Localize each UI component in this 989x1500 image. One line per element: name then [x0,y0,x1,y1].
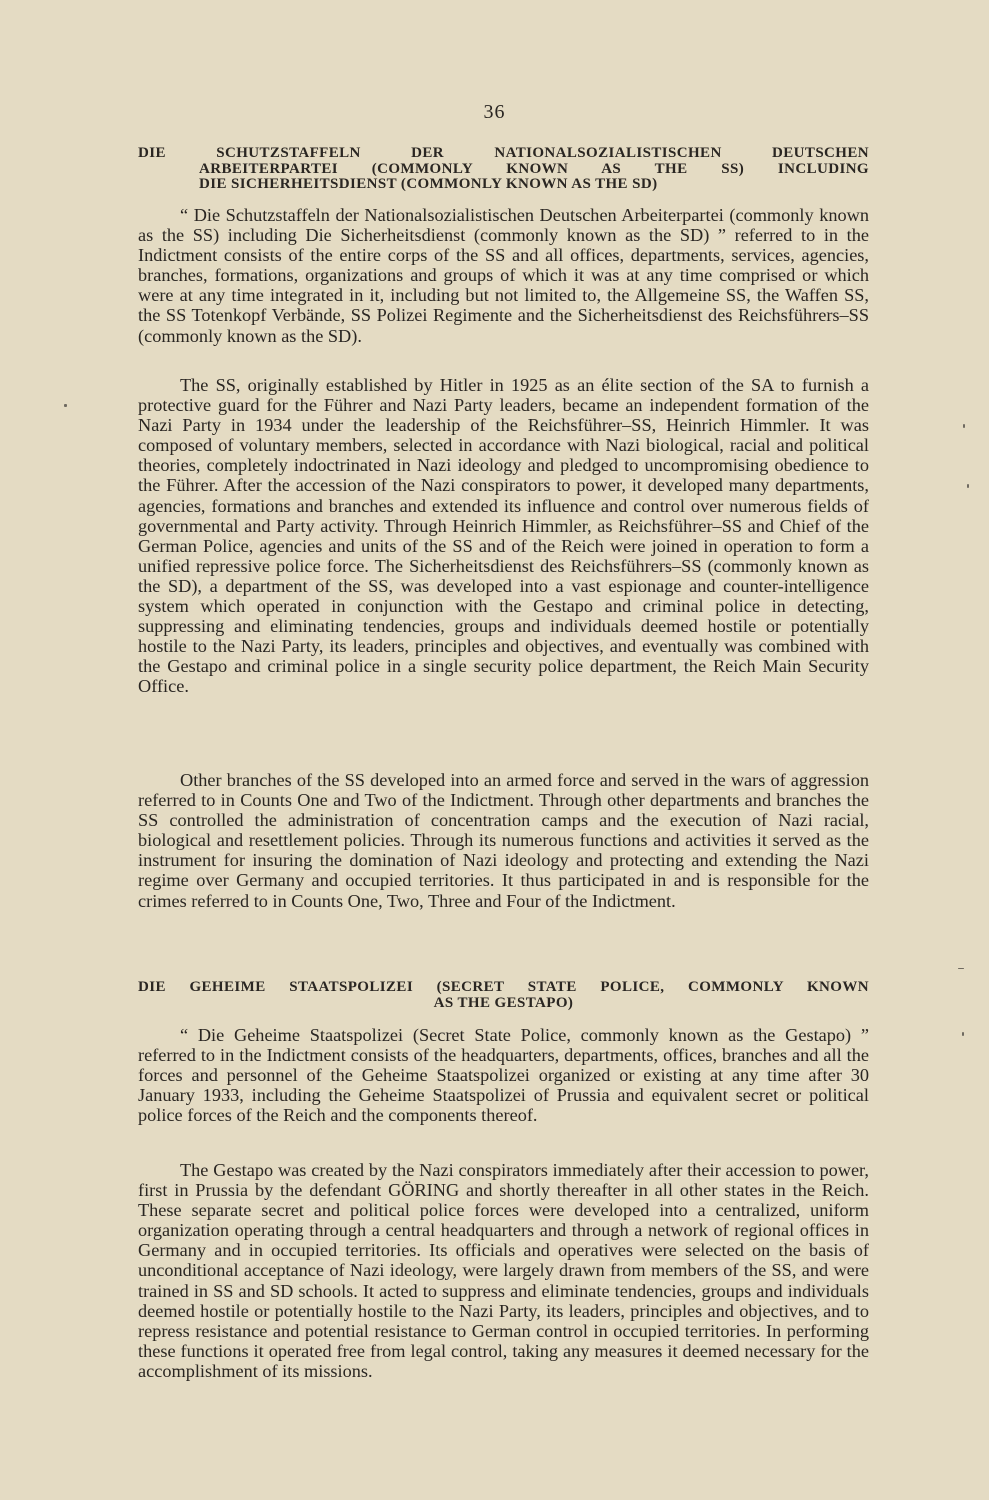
scan-speck [64,404,67,407]
heading-line: DIE GEHEIME STAATSPOLIZEI (SECRET STATE POLICE, COMMONLY KNOWN [138,979,869,995]
paragraph-gestapo-definition: “ Die Geheime Staatspolizei (Secret State Police, commonly known as the Gestapo) ” referred to in the Indictment consists of the headquarters, departments, offices, branches and all the forces and personnel of the Geheime Staatspolizei organized or existing at any time after 30 January 1933, including the Geheime Staatspolizei of Prussia and equivalent secret or political police forces of the Reich and the components thereof. [138,1025,869,1126]
scan-speck [963,424,965,428]
heading-line: ARBEITERPARTEI (COMMONLY KNOWN AS THE SS) INCLUDING [199,160,869,177]
page-number: 36 [483,101,506,123]
paragraph-ss-history: The SS, originally established by Hitler in 1925 as an élite section of the SA to furnish a protective guard for the Führer and Nazi Party leaders, became an independent formation of the Nazi Party in 1934 under the leadership of the Reichsführer–SS, Heinrich Himmler. It was composed of voluntary members, selected in accordance with Nazi biological, racial and political theories, completely indoctrinated in Nazi ideology and pledged to uncompromising obedience to the Führer. After the accession of the Nazi conspirators to power, it developed many departments, agencies, formations and branches and extended its influence and control over numerous fields of governmental and Party activity. Through Heinrich Himmler, as Reichsführer–SS and Chief of the German Police, agencies and units of the SS and of the Reich were joined in operation to form a unified repressive police force. The Sicherheitsdienst des Reichsführers–SS (commonly known as the SD), a department of the SS, was developed into a vast espionage and counter-intelligence system which operated in conjunction with the Gestapo and criminal police in detecting, suppressing and eliminating tendencies, groups and individuals deemed hostile or potentially hostile to the Nazi Party, its leaders, principles and objectives, and eventually was combined with the Gestapo and criminal police in a single security police department, the Reich Main Security Office. [138,375,869,697]
heading-line: AS THE GESTAPO) [433,994,574,1011]
section-heading-gestapo [138,980,869,1011]
paragraph-ss-definition: “ Die Schutzstaffeln der Nationalsozialistischen Deutschen Arbeiterpartei (commonly known as the SS) including Die Sicherheitsdienst (commonly known as the SD) ” referred to in the Indictment consists of the entire corps of the SS and all offices, departments, services, agencies, branches, formations, organizations and groups of which it was at any time comprised or which were at any time integrated in it, including but not limited to, the Allgemeine SS, the Waffen SS, the SS Totenkopf Verbände, SS Polizei Regimente and the Sicherheitsdienst des Reichsführers–SS (commonly known as the SD). [138,205,869,346]
paragraph-gestapo-history: The Gestapo was created by the Nazi conspirators immediately after their accession to power, first in Prussia by the defendant GÖRING and shortly thereafter in all other states in the Reich. These separate secret and political police forces were developed into a centralized, uniform organization operating through a central headquarters and through a network of regional offices in Germany and in occupied territories. Its officials and operatives were selected on the basis of unconditional acceptance of Nazi ideology, were largely drawn from members of the SS, and were trained in SS and SD schools. It acted to suppress and eliminate tendencies, groups and individuals deemed hostile or potentially hostile to the Nazi Party, its leaders, principles and objectives, and to repress resistance and potential resistance to German control in occupied territories. In performing these functions it operated free from legal control, taking any measures it deemed necessary for the accomplishment of its missions. [138,1160,869,1381]
heading-line: DIE SICHERHEITSDIENST (COMMONLY KNOWN AS THE SD) [199,176,658,192]
scan-speck [958,968,964,969]
scan-speck [967,484,969,488]
scan-speck [962,1032,964,1036]
paragraph-ss-branches: Other branches of the SS developed into an armed force and served in the wars of aggression referred to in Counts One and Two of the Indictment. Through other departments and branches the SS controlled the administration of concentration camps and the execution of Nazi racial, biological and resettlement policies. Through its numerous functions and activities it served as the instrument for insuring the domination of Nazi ideology and protecting and extending the Nazi regime over Germany and occupied territories. It thus participated in and is responsible for the crimes referred to in Counts One, Two, Three and Four of the Indictment. [138,770,869,911]
section-heading-ss [138,146,869,193]
heading-line: DIE SCHUTZSTAFFELN DER NATIONALSOZIALISTISCHEN DEUTSCHEN [138,145,869,161]
